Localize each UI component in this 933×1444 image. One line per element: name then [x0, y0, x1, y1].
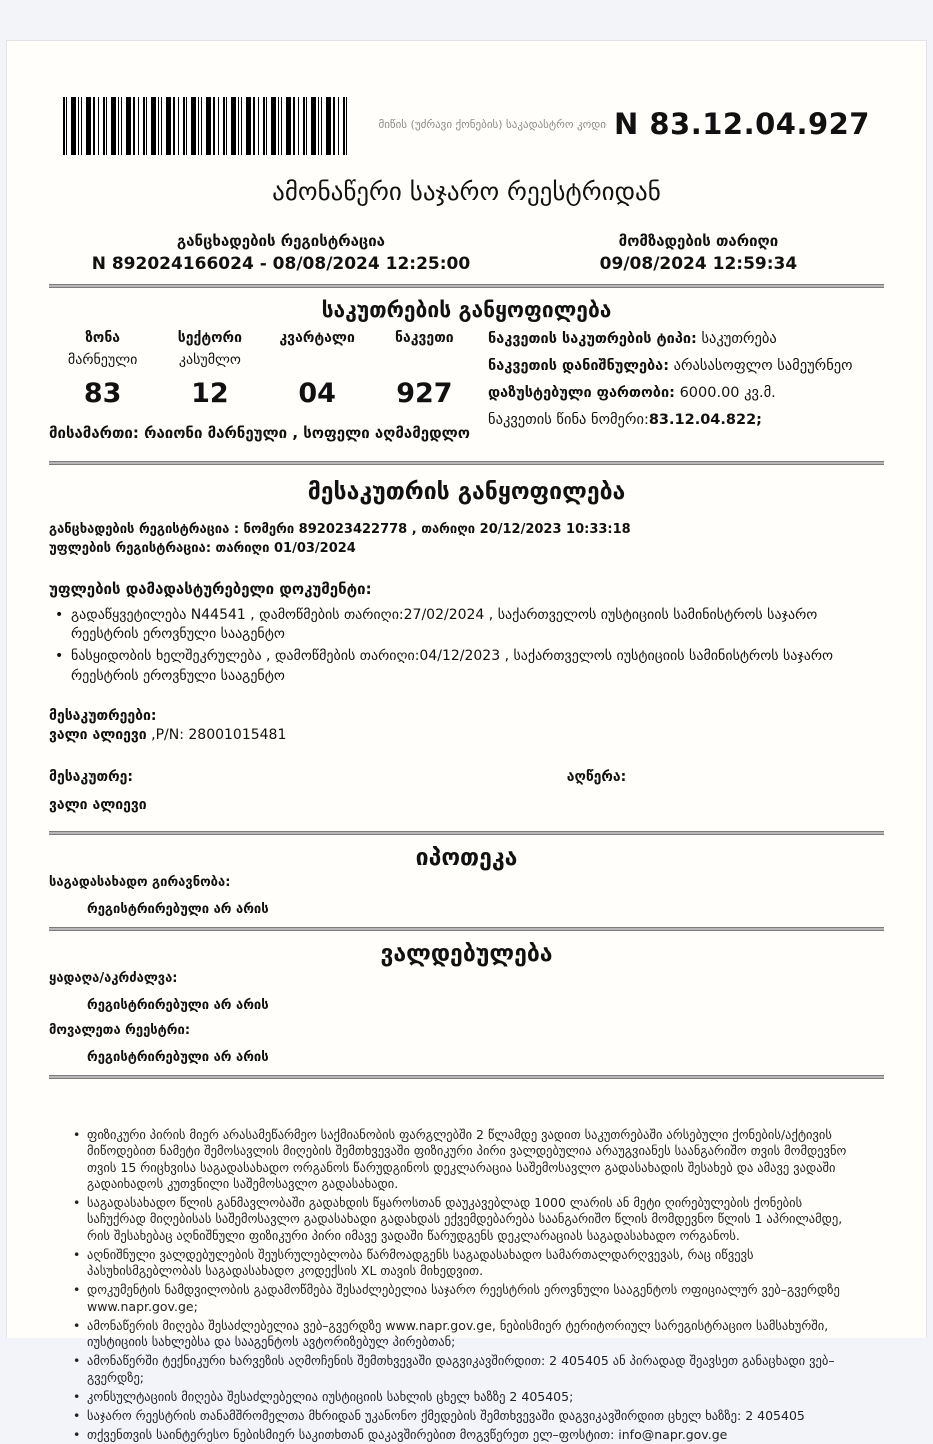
- property-area: [488, 384, 884, 403]
- zone-header: ზონა: [49, 330, 156, 346]
- quarter-value: 04: [264, 378, 371, 409]
- area-label: დაზუსტებული ფართობი:: [488, 385, 675, 401]
- legal-note-item: • თქვენთვის საინტერესო ნებისმიერ საკითხთან დაკავშირებით მოგვწერეთ ელ–ფოსტით: info@napr.gov.ge: [69, 1427, 858, 1443]
- application-registration-value: N 892024166024 - 08/08/2024 12:25:00: [49, 254, 513, 274]
- parcel-value: 927: [371, 378, 478, 409]
- right-documents-header: უფლების დამადასტურებელი დოკუმენტი:: [49, 580, 884, 598]
- preparation-date-value: 09/08/2024 12:59:34: [513, 254, 884, 274]
- owner-label: მესაკუთრე:: [49, 769, 567, 785]
- property-details: [488, 330, 884, 445]
- legal-note-item: • კონსულტაციის მიღება შესაძლებელია იუსტიციის სახლის ცხელ ხაზზე 2 405405;: [69, 1389, 858, 1405]
- cadastral-code-value: N 83.12.04.927: [614, 107, 870, 141]
- quarter-header: კვარტალი: [264, 330, 371, 346]
- debtors-registry-label: მოვალეთა რეესტრი:: [49, 1023, 884, 1038]
- sector-header: სექტორი: [156, 330, 263, 346]
- quarter-subvalue: [264, 352, 371, 370]
- registry-extract-page: [6, 40, 927, 1338]
- preparation-date: [513, 232, 884, 274]
- owner-personal-number: ,P/N: 28001015481: [151, 727, 286, 743]
- parcel-subvalue: [371, 352, 478, 370]
- right-document-item: • გადაწყვეტილება N44541 , დამოწმების თარიღი:27/02/2024 , საქართველოს იუსტიციის სამინისტროს საჯარო რეესტრის ეროვნული სააგენტო: [49, 606, 884, 645]
- owner-name: ვალი ალიევი: [49, 727, 147, 743]
- owner-application-registration: განცხადების რეგისტრაცია : ნომერი 892023422778 , თარიღი 20/12/2023 10:33:18: [49, 521, 884, 539]
- application-registration: [49, 232, 513, 274]
- legal-notes-list: [69, 1127, 858, 1444]
- owners-header: მესაკუთრეები:: [49, 708, 884, 724]
- section-divider: [49, 1075, 884, 1079]
- barcode-image: [63, 97, 349, 155]
- owner-column: [49, 769, 567, 813]
- document-header: [49, 97, 884, 155]
- ownership-type-label: ნაკვეთის საკუთრების ტიპი:: [488, 331, 697, 347]
- owner-section-title: მესაკუთრის განყოფილება: [49, 479, 884, 505]
- section-divider: [49, 284, 884, 288]
- legal-note-item: • საგადასახადო წლის განმავლობაში გადახდის წყაროსთან დაუკავებლად 1000 ლარის ან მეტი ღირებულების ქონების საჩუქრად მიღებისას საშემოსავლო გადასახადი გადახდას ექვემდებარება საანგარიშო წლის მომდევნო წლის 1 აპრილამდე, რის შესახებაც აღნიშნული ფიზიკური პირი იმავე ვადაში წარუდგენს დეკლარაციას საგადასახადო ორგანოს.: [69, 1195, 858, 1244]
- registration-summary: [49, 232, 884, 274]
- section-divider: [49, 831, 884, 835]
- document-title: ამონაწერი საჯარო რეესტრიდან: [49, 177, 884, 206]
- legal-note-item: • ამონაწერის მიღება შესაძლებელია ვებ–გვერდზე www.napr.gov.ge, ნებისმიერ ტერიტორიულ სარეგისტრაციო სამსახურში, იუსტიციის სახლებსა და სააგენტოს ავტორიზებულ პირებთან;: [69, 1318, 858, 1351]
- sector-value: 12: [156, 378, 263, 409]
- cadastral-table-row: [49, 330, 478, 409]
- designation-value: არასასოფლო სამეურნეო: [674, 358, 853, 374]
- description-column: [567, 769, 884, 813]
- seizure-value: რეგისტრირებული არ არის: [87, 998, 884, 1013]
- description-label: აღწერა:: [567, 769, 884, 785]
- obligation-section-title: ვალდებულება: [49, 941, 884, 967]
- owner-right-registration: უფლების რეგისტრაცია: თარიღი 01/03/2024: [49, 540, 884, 558]
- legal-note-item: • ამონაწერში ტექნიკური ხარვეზის აღმოჩენის შემთხვევაში დაგვიკავშირდით: 2 405405 ან პირადად შეავსეთ განაცხადი ვებ–გვერდზე;: [69, 1353, 858, 1386]
- owner-signature-row: [49, 769, 884, 813]
- property-previous-number: [488, 411, 884, 430]
- application-registration-header: განცხადების რეგისტრაცია: [49, 232, 513, 250]
- address-value: რაიონი მარნეული , სოფელი აღმამედლო: [144, 424, 470, 442]
- parcel-cell: [371, 330, 478, 409]
- debtors-registry-value: რეგისტრირებული არ არის: [87, 1050, 884, 1065]
- cadastral-code-block: [378, 107, 870, 141]
- zone-subvalue: მარნეული: [49, 352, 156, 370]
- zone-cell: [49, 330, 156, 409]
- preparation-date-header: მომზადების თარიღი: [513, 232, 884, 250]
- legal-note-item: • საჯარო რეესტრის თანამშრომელთა მხრიდან უკანონო ქმედების შემთხვევაში დაგვიკავშირდით ცხელ ხაზზე: 2 405405: [69, 1408, 858, 1424]
- owner-signature-name: ვალი ალიევი: [49, 797, 567, 813]
- designation-label: ნაკვეთის დანიშნულება:: [488, 358, 669, 374]
- quarter-cell: [264, 330, 371, 409]
- legal-note-item: • დოკუმენტის ნამდვილობის გადამოწმება შესაძლებელია საჯარო რეესტრის ეროვნული სააგენტოს ოფიციალურ ვებ–გვერდზე www.napr.gov.ge;: [69, 1282, 858, 1315]
- area-value: 6000.00 კვ.მ.: [680, 385, 776, 401]
- ownership-type-value: საკუთრება: [701, 331, 776, 347]
- cadastral-table: [49, 330, 478, 445]
- owner-identity-line: [49, 727, 884, 743]
- tax-lien-value: რეგისტრირებული არ არის: [87, 902, 884, 917]
- tax-lien-label: საგადასახადო გირავნობა:: [49, 875, 884, 890]
- previous-number-value: 83.12.04.822;: [649, 412, 762, 428]
- property-section-title: საკუთრების განყოფილება: [49, 298, 884, 322]
- property-ownership-type: [488, 330, 884, 349]
- legal-note-item: • აღნიშნული ვალდებულების შეუსრულებლობა წარმოადგენს საგადასახადო სამართალდარღვევას, რაც იწვევს პასუხისმგებლობას საგადასახადო კოდექსის XL თავის მიხედვით.: [69, 1247, 858, 1280]
- sector-subvalue: კასუმლო: [156, 352, 263, 370]
- seizure-label: ყადაღა/აკრძალვა:: [49, 971, 884, 986]
- previous-number-label: ნაკვეთის წინა ნომერი:: [488, 412, 649, 428]
- property-address: [49, 423, 478, 445]
- property-designation: [488, 357, 884, 376]
- sector-cell: [156, 330, 263, 409]
- address-label: მისამართი:: [49, 424, 139, 442]
- legal-notes: [49, 1127, 884, 1444]
- right-document-item: • ნასყიდობის ხელშეკრულება , დამოწმების თარიღი:04/12/2023 , საქართველოს იუსტიციის სამინისტროს საჯარო რეესტრის ეროვნული სააგენტო: [49, 647, 884, 686]
- cadastral-code-label: მიწის (უძრავი ქონების) საკადასტრო კოდი: [378, 118, 605, 131]
- right-documents-list: [49, 606, 884, 686]
- parcel-header: ნაკვეთი: [371, 330, 478, 346]
- section-divider: [49, 927, 884, 931]
- legal-note-item: • ფიზიკური პირის მიერ არასამეწარმეო საქმიანობის ფარგლებში 2 წლამდე ვადით საკუთრებაში არსებული ქონების/აქტივის მიწოდებით ნამეტი შემოსავლის მიღების შემთხვევაში ფიზიკური პირი ვალდებულია არაუგვიანეს საანგარიშო თვის მომდევნო თვის 15 რიცხვისა საგადასახადო ორგანოს წარუდგინოს დეკლარაცია საშემოსავლო გადასახადის შესახებ და ამავე ვადაში გადაიხადოს კუთვნილი საშემოსავლო გადასახადი.: [69, 1127, 858, 1192]
- section-divider: [49, 461, 884, 465]
- mortgage-section-title: იპოთეკა: [49, 845, 884, 871]
- property-section: [49, 330, 884, 445]
- zone-value: 83: [49, 378, 156, 409]
